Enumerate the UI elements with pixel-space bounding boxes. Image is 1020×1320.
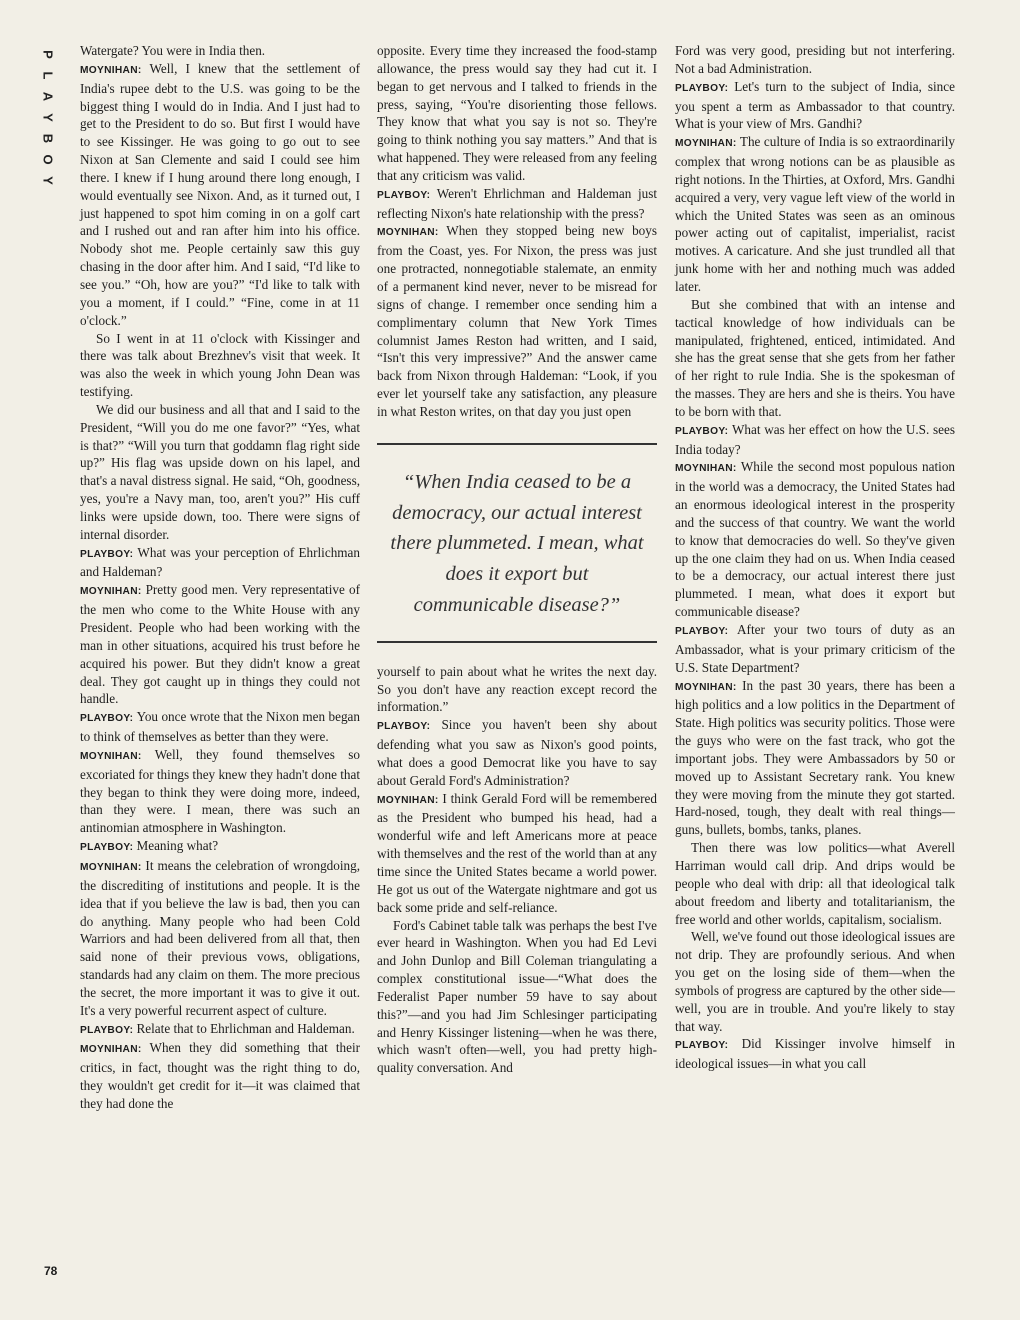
- column-2-top: [377, 42, 657, 421]
- speaker-label: PLAYBOY:: [675, 425, 732, 437]
- speaker-label: PLAYBOY:: [80, 842, 137, 854]
- paragraph-text: Pretty good men. Very representative of the men who come to the White House with any President. People who had been working with the man in other situations, acquired his trust before he acquired his power. But they didn't know a great deal. They got caught up in things they could not handle.: [80, 582, 360, 707]
- speaker-label: MOYNIHAN:: [675, 138, 740, 150]
- speaker-label: MOYNIHAN:: [377, 794, 443, 806]
- qa-paragraph: [377, 185, 657, 223]
- qa-paragraph: [377, 790, 657, 917]
- masthead-letter: Y: [40, 176, 56, 185]
- qa-paragraph: [80, 581, 360, 708]
- column-2: [377, 42, 657, 1077]
- masthead-letter: L: [40, 71, 56, 80]
- paragraph-text: I think Gerald Ford will be remembered as the President who bumped his head, had a wonderful wife and left Americans more at peace with themselves and the rest of the world than at any time since the United States became a world power. He got us out of the Watergate nightmare and got us back some pride and self-reliance.: [377, 790, 657, 915]
- paragraph-text: Let's turn to the subject of India, since you spent a term as Ambassador to that country. What is your view of Mrs. Gandhi?: [675, 78, 955, 132]
- paragraph-text: Well, I knew that the settlement of India's rupee debt to the U.S. was going to be the biggest thing I would do in India. And I just had to get to the President to do so. But first I would have to see Kissinger. He was going to go out to see Nixon at San Clemente and said I could see him there. I knew if I hung around there long enough, I would eventually see Nixon. And, as it turned out, I just happened to spot him coming in on a golf cart and I rushed out and ran after him into his office. Nobody shot me. People certainly saw this guy chasing in the door after him. And I said, “I'd like to see you.” “Oh, how are you?” “I'd like to talk with you a moment, if I could.” “Fine, come in at 11 o'clock.”: [80, 60, 360, 328]
- speaker-label: PLAYBOY:: [80, 1024, 137, 1036]
- qa-paragraph: [80, 746, 360, 837]
- qa-paragraph: [675, 78, 955, 134]
- speaker-label: MOYNIHAN:: [80, 750, 155, 762]
- column-3: [675, 42, 955, 1073]
- qa-paragraph: [675, 621, 955, 677]
- qa-paragraph: [80, 837, 360, 857]
- speaker-label: MOYNIHAN:: [675, 681, 743, 693]
- paragraph-text: What was her effect on how the U.S. sees India today?: [675, 421, 956, 457]
- paragraph-text: While the second most populous nation in the world was a democracy, the United States had an enormous ideological interest in the prosperity and the success of that country. We want the world to know that democracies do well. So they've given up the one claim they had on us. When India ceased to be a democracy, our actual interest there just plummeted. I mean, what does it export but communicable disease?: [675, 459, 956, 620]
- paragraph: We did our business and all that and I said to the President, “Will you do me one favor?” “Yes, what is that?” “Will you turn that goddamn flag right side up?” His flag was upside down on his lapel, and that's a naval distress signal. He said, “Oh, goodness, yes, you're a Navy man, too, aren't you?” His cuff links were upside down, too. There were signs of internal disorder.: [80, 401, 360, 542]
- qa-paragraph: [675, 458, 955, 621]
- qa-paragraph: [80, 1020, 360, 1040]
- masthead-letter: A: [40, 91, 56, 102]
- qa-paragraph: [80, 1039, 360, 1112]
- paragraph: Then there was low politics—what Averell Harriman would call drip. And drips would be people who deal with drip: all that ideological talk about freedom and liberty and totalitarianism, the free world and other worlds, capitalism, socialism.: [675, 840, 955, 927]
- speaker-label: PLAYBOY:: [675, 1040, 742, 1052]
- masthead-text: [36, 44, 60, 191]
- paragraph-text: Meaning what?: [136, 838, 219, 854]
- speaker-label: MOYNIHAN:: [80, 64, 150, 76]
- paragraph: opposite. Every time they increased the food-stamp allowance, the press would say they had cut it. I began to get nervous and I talked to friends in the press, saying, “You're disorienting those fellows. They know that what you say is not so. They're going to think nothing you say matters.” And that is what happened. They were released from any feeling that any criticism was valid.: [377, 43, 657, 183]
- qa-paragraph: [377, 222, 657, 420]
- masthead-letter: B: [40, 133, 56, 144]
- page-number: 78: [44, 1264, 58, 1278]
- paragraph-text: Since you haven't been shy about defending what you saw as Nixon's good points, what does a good Democrat like you have to say about Gerald Ford's Administration?: [377, 717, 657, 788]
- paragraph-text: Did Kissinger involve himself in ideological issues—in what you call: [675, 1036, 955, 1072]
- speaker-label: PLAYBOY:: [80, 713, 137, 725]
- paragraph-text: In the past 30 years, there has been a high politics and a low politics in the Department of State. High politics was security politics. Those were the guys who were on the fast track, who got the important jobs. They were Ambassadors by 50 or moved up to Assistant Secretary rank. You knew they were moving from the minute they got started. Hard-nosed, tough, they dealt with real things—guns, bullets, bombs, tanks, planes.: [675, 677, 955, 838]
- masthead-letter: P: [40, 50, 56, 59]
- speaker-label: MOYNIHAN:: [675, 463, 741, 475]
- qa-paragraph: [675, 133, 955, 296]
- paragraph-text: Relate that to Ehrlichman and Haldeman.: [136, 1020, 355, 1036]
- speaker-label: PLAYBOY:: [675, 626, 738, 637]
- qa-paragraph: [675, 1035, 955, 1073]
- paragraph: Ford's Cabinet table talk was perhaps the best I've ever heard in Washington. When you had Ed Levi and John Dunlop and Bill Coleman triangulating a complex constitutional issue—“What does the Federalist Paper number 59 have to say about this?”—and you had Jim Schlesinger participating and Henry Kissinger listening—when he was there, which wasn't often—well, you had pretty high-quality conversation. And: [377, 917, 657, 1076]
- paragraph: yourself to pain about what he writes the next day. So you don't have any reaction except record the information.”: [377, 663, 657, 715]
- paragraph-text: You once wrote that the Nixon men began to think of themselves as better than they were.: [80, 709, 361, 745]
- pull-quote: “When India ceased to be a democracy, our actual interest there plummeted. I mean, what does it export but communicable disease?”: [377, 443, 657, 643]
- paragraph: Watergate? You were in India then.: [80, 43, 266, 58]
- paragraph: So I went in at 11 o'clock with Kissinger and there was talk about Brezhnev's visit that week. It was also the week in which young John Dean was testifying.: [80, 330, 360, 400]
- speaker-label: MOYNIHAN:: [377, 227, 447, 239]
- qa-paragraph: [675, 421, 955, 459]
- qa-paragraph: [80, 708, 360, 746]
- speaker-label: PLAYBOY:: [377, 189, 437, 201]
- paragraph: But she combined that with an intense and tactical knowledge of how individuals can be manipulated, frightened, enticed, intimidated. And she has the great sense that she gets from her father of her right to rule India. She is the spokesman of the masses. They are hers and she is theirs. You have to be born with that.: [675, 296, 955, 419]
- speaker-label: MOYNIHAN:: [80, 586, 146, 598]
- speaker-label: MOYNIHAN:: [80, 1044, 150, 1056]
- speaker-label: PLAYBOY:: [377, 721, 442, 733]
- speaker-label: MOYNIHAN:: [80, 861, 146, 873]
- qa-paragraph: [80, 60, 360, 330]
- paragraph-text: Well, they found themselves so excoriated for things they knew they hadn't done that they began to think they were doing more, indeed, than they were. I mean, there was such an antinomian atmosphere in Washington.: [80, 746, 360, 836]
- masthead-letter: O: [40, 154, 56, 165]
- paragraph-text: The culture of India is so extraordinarily complex that wrong notions can be as plausible as right notions. In the Thirties, at Oxford, Mrs. Gandhi acquired a very, very vague left view of the world in which the United States was seen as an ominous power acting out of capitalist, imperialist, racist motives. A caricature. And she just trundled all that junk home with her and nothing much was added later.: [675, 134, 956, 294]
- paragraph-text: What was your perception of Ehrlichman and Haldeman?: [80, 544, 360, 580]
- masthead: [36, 44, 60, 191]
- column-1: [80, 42, 360, 1113]
- qa-paragraph: [377, 716, 657, 789]
- paragraph-text: After your two tours of duty as an Ambassador, what is your primary criticism of the U.S. State Department?: [675, 622, 955, 675]
- paragraph-text: When they did something that their critics, in fact, thought was the right thing to do, they wouldn't get credit for it—it was claimed that they had done the: [80, 1040, 361, 1111]
- qa-paragraph: [675, 677, 955, 840]
- speaker-label: PLAYBOY:: [675, 82, 735, 94]
- column-2-bottom: [377, 663, 657, 1077]
- paragraph: Ford was very good, presiding but not interfering. Not a bad Administration.: [675, 43, 955, 76]
- paragraph-text: When they stopped being new boys from the Coast, yes. For Nixon, the press was just one protracted, nonnegotiable stalemate, an enmity of a permanent kind never, never to be misread for signs of change. I remember once sending him a complimentary column that New York Times columnist James Reston had written, and I said, “Isn't this very impressive?” And the answer came back from Nixon through Haldeman: “Look, if you ever let yourself take any satisfaction, any pleasure in what Reston writes, on that day you just open: [377, 223, 658, 419]
- paragraph: Well, we've found out those ideological issues are not drip. They are profoundly serious. And when you get on the losing side of them—when the symbols of progress are captured by the other side—well, you are in trouble. And you're likely to stay that way.: [675, 929, 955, 1034]
- qa-paragraph: [80, 544, 360, 582]
- paragraph-text: Weren't Ehrlichman and Haldeman just reflecting Nixon's hate relationship with the press?: [377, 185, 657, 221]
- speaker-label: PLAYBOY:: [80, 548, 138, 560]
- paragraph-text: It means the celebration of wrongdoing, the discrediting of institutions and people. It is the idea that if you believe the law is bad, then you can do anything. Many people who had been Cold Warriors and had been delivered from all that, then said none of their previous vows, obligations, standards had any claim on them. The more precious the secret, the more important it was to give it out. It's a very powerful recurrent aspect of culture.: [80, 857, 361, 1018]
- masthead-letter: Y: [40, 113, 56, 122]
- qa-paragraph: [80, 857, 360, 1020]
